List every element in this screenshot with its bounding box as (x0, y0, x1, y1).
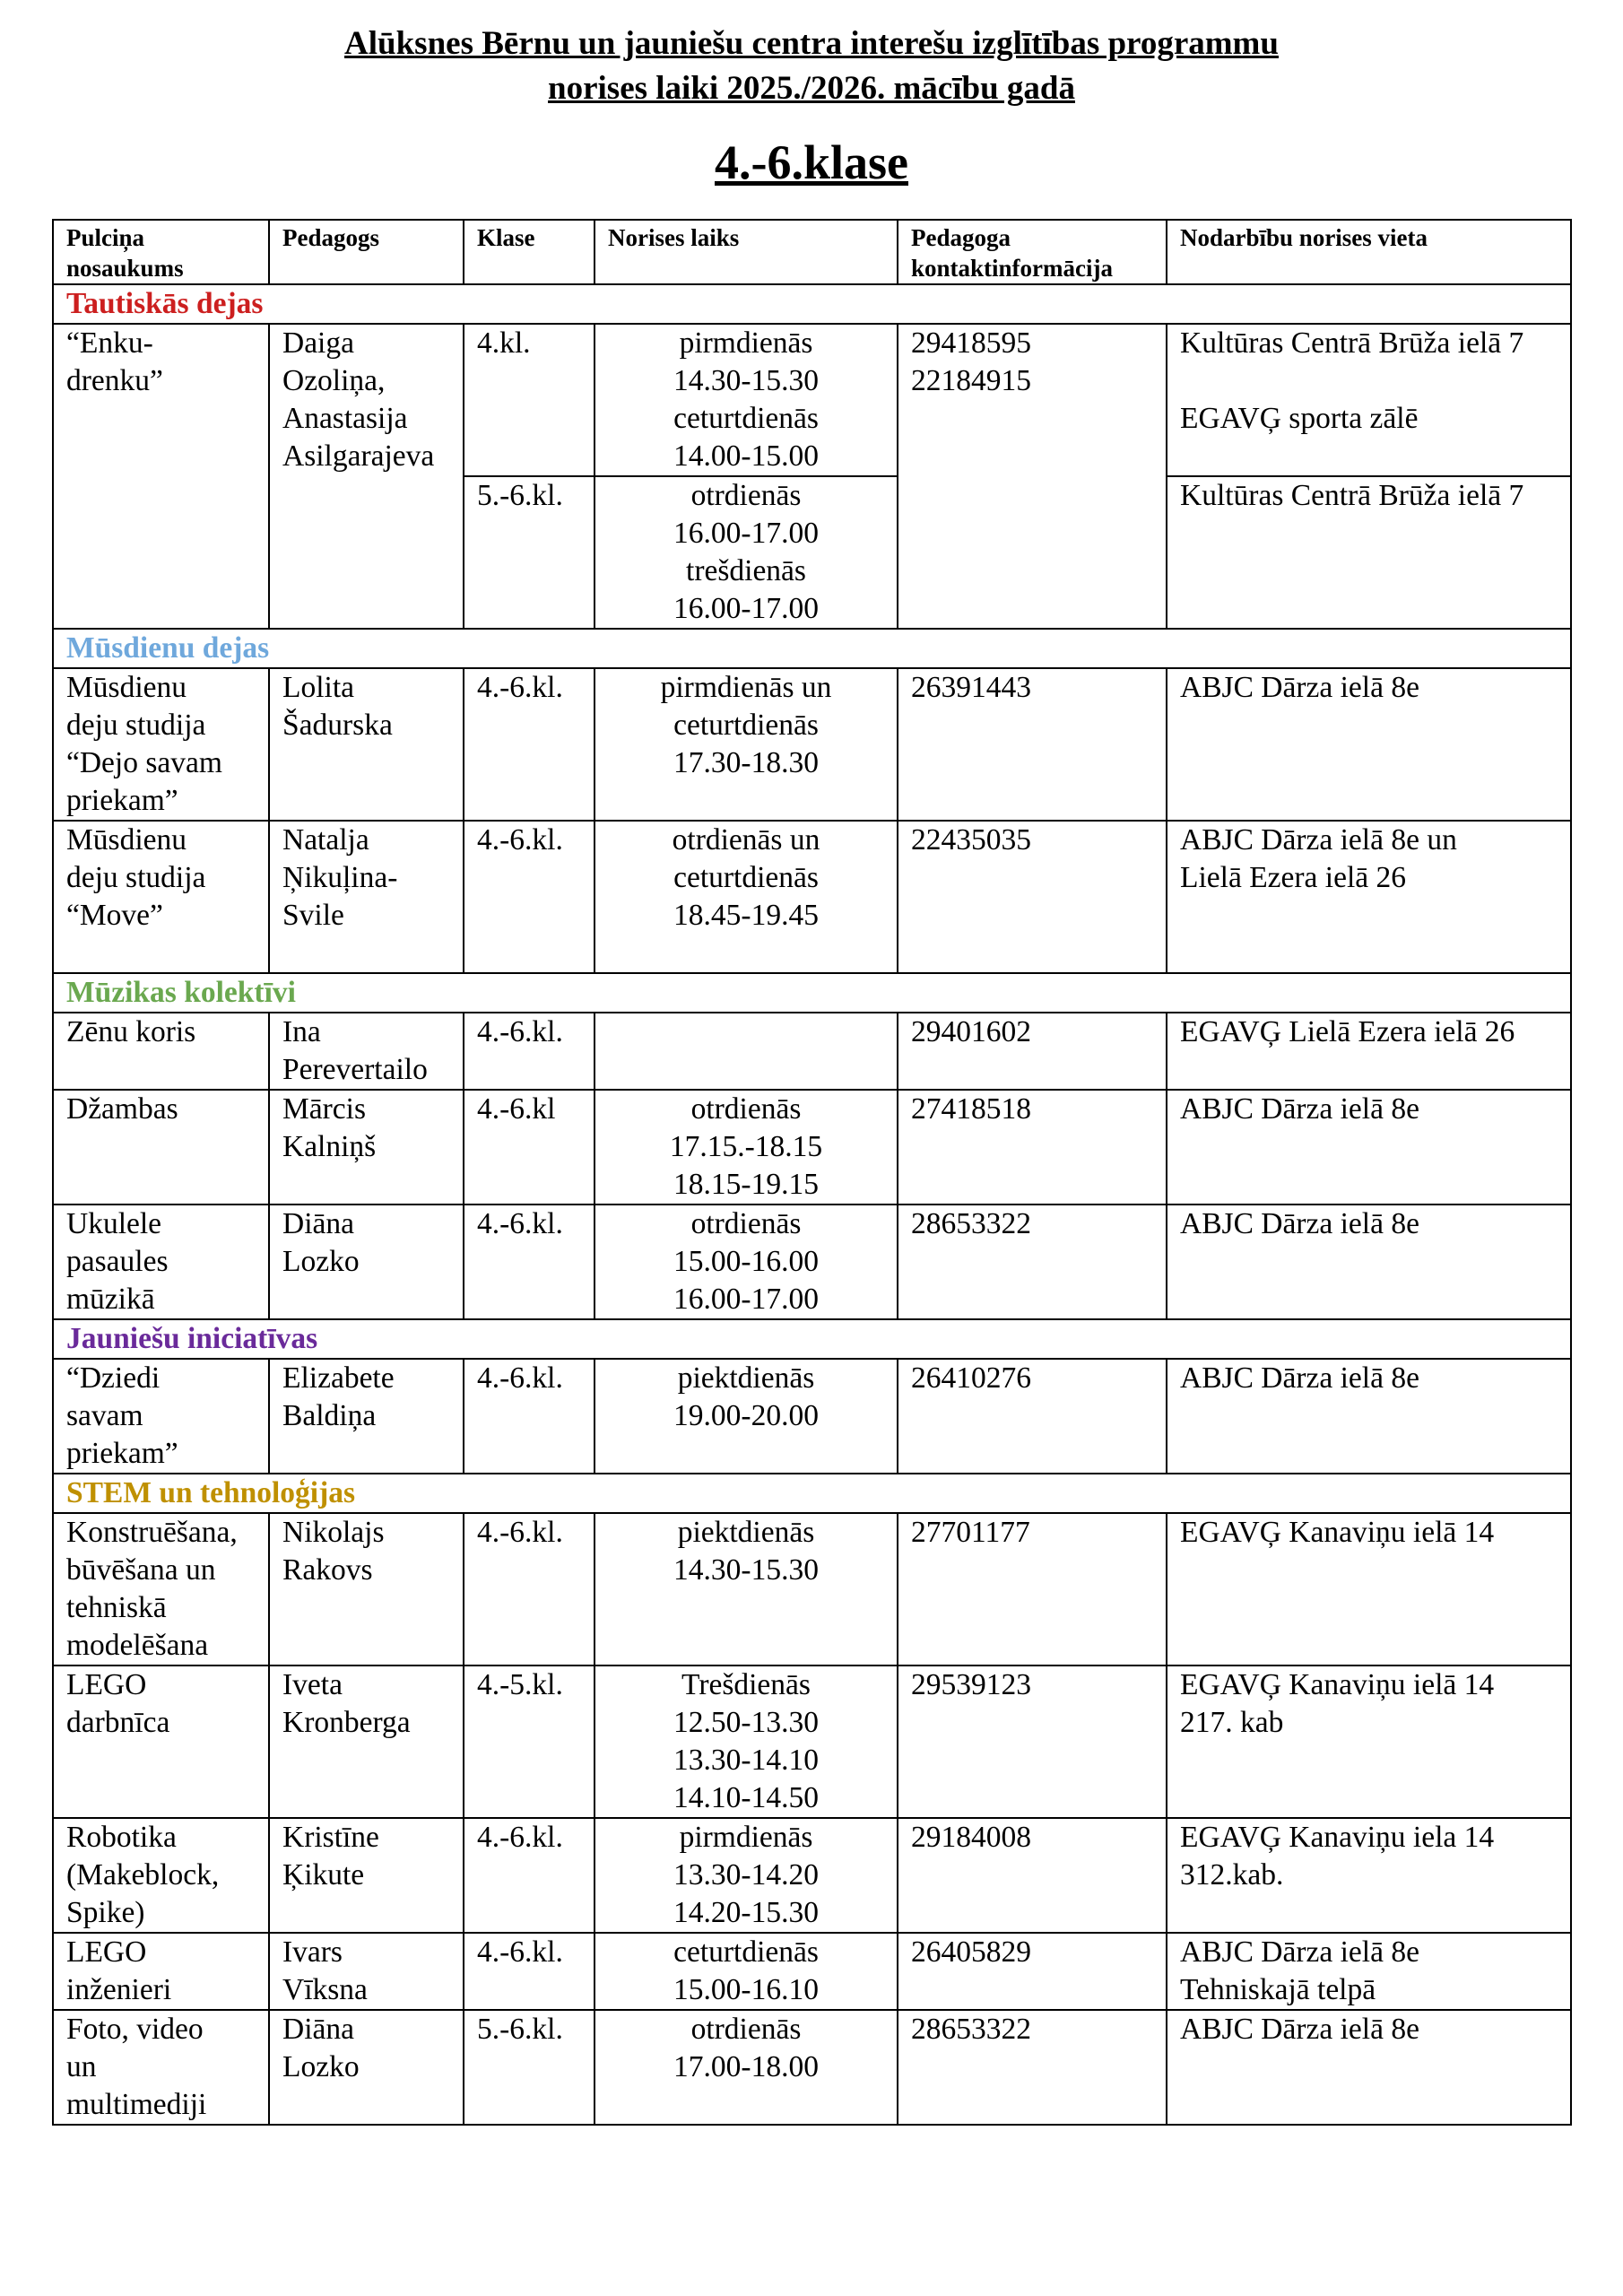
table-row (53, 1359, 1571, 1474)
contact: 28653322 (898, 2010, 1167, 2125)
table-row (53, 1513, 1571, 1665)
grade-heading: 4.-6.klase (715, 135, 908, 189)
table-row (53, 1818, 1571, 1933)
category-jauniesu: Jauniešu iniciatīvas (53, 1319, 1571, 1359)
schedule-time: pirmdienās 14.30-15.30 ceturtdienās 14.00-15.00 (595, 324, 898, 476)
table-row (53, 821, 1571, 973)
schedule-time: ceturtdienās 15.00-16.10 (595, 1933, 898, 2010)
schedule-time: pirmdienās un ceturtdienās 17.30-18.30 (595, 668, 898, 821)
program-name: “Dziedi savam priekam” (53, 1359, 269, 1474)
column-header-time: Norises laiks (595, 220, 898, 284)
table-row (53, 1013, 1571, 1090)
location: EGAVĢ Kanaviņu ielā 14 217. kab (1167, 1665, 1571, 1818)
document-title-line2: norises laiki 2025./2026. mācību gadā (548, 70, 1075, 107)
schedule-time: otrdienās 17.15.-18.15 18.15-19.15 (595, 1090, 898, 1205)
table-row (53, 1933, 1571, 2010)
category-musdienu: Mūsdienu dejas (53, 629, 1571, 668)
location: ABJC Dārza ielā 8e (1167, 2010, 1571, 2125)
teacher: Daiga Ozoliņa, Anastasija Asilgarajeva (269, 324, 464, 629)
header-row (53, 220, 1571, 284)
category-row (53, 284, 1571, 324)
location: ABJC Dārza ielā 8e (1167, 668, 1571, 821)
contact: 26410276 (898, 1359, 1167, 1474)
grade: 5.-6.kl. (464, 2010, 595, 2125)
category-stem: STEM un tehnoloģijas (53, 1474, 1571, 1513)
document-title-line1: Alūksnes Bērnu un jauniešu centra interešu izglītības programmu (344, 25, 1279, 62)
contact: 26391443 (898, 668, 1167, 821)
grade: 4.-6.kl. (464, 1818, 595, 1933)
table-row (53, 2010, 1571, 2125)
teacher: Diāna Lozko (269, 2010, 464, 2125)
program-name: “Enku- drenku” (53, 324, 269, 629)
grade: 4.-6.kl. (464, 1205, 595, 1319)
program-name: Zēnu koris (53, 1013, 269, 1090)
grade: 4.-6.kl. (464, 1513, 595, 1665)
program-name: LEGO darbnīca (53, 1665, 269, 1818)
teacher: Ina Perevertailo (269, 1013, 464, 1090)
grade: 4.kl. (464, 324, 595, 476)
location: ABJC Dārza ielā 8e Tehniskajā telpā (1167, 1933, 1571, 2010)
program-name: Mūsdienu deju studija “Dejo savam priekam” (53, 668, 269, 821)
program-name: Robotika (Makeblock, Spike) (53, 1818, 269, 1933)
schedule-time: Trešdienās 12.50-13.30 13.30-14.10 14.10-14.50 (595, 1665, 898, 1818)
program-name: Džambas (53, 1090, 269, 1205)
location: Kultūras Centrā Brūža ielā 7 EGAVĢ sporta zālē (1167, 324, 1571, 476)
contact: 29418595 22184915 (898, 324, 1167, 629)
column-header-teacher: Pedagogs (269, 220, 464, 284)
contact: 28653322 (898, 1205, 1167, 1319)
column-header-name: Pulciņa nosaukums (53, 220, 269, 284)
contact: 29539123 (898, 1665, 1167, 1818)
category-row (53, 973, 1571, 1013)
schedule-time: pirmdienās 13.30-14.20 14.20-15.30 (595, 1818, 898, 1933)
schedule-time (595, 1013, 898, 1090)
location: EGAVĢ Lielā Ezera ielā 26 (1167, 1013, 1571, 1090)
location: ABJC Dārza ielā 8e (1167, 1090, 1571, 1205)
table-row (53, 668, 1571, 821)
grade: 4.-6.kl. (464, 1359, 595, 1474)
teacher: Mārcis Kalniņš (269, 1090, 464, 1205)
location: ABJC Dārza ielā 8e (1167, 1359, 1571, 1474)
schedule-table (52, 219, 1572, 2126)
teacher: Natalja Ņikuļina- Svile (269, 821, 464, 973)
contact: 29401602 (898, 1013, 1167, 1090)
grade: 4.-6.kl. (464, 821, 595, 973)
grade: 4.-6.kl. (464, 1013, 595, 1090)
location: EGAVĢ Kanaviņu iela 14 312.kab. (1167, 1818, 1571, 1933)
program-name: Ukulele pasaules mūzikā (53, 1205, 269, 1319)
schedule-time: piektdienās 14.30-15.30 (595, 1513, 898, 1665)
column-header-contact: Pedagoga kontaktinformācija (898, 220, 1167, 284)
category-row (53, 1319, 1571, 1359)
schedule-time: otrdienās 16.00-17.00 trešdienās 16.00-17.00 (595, 476, 898, 629)
grade: 4.-6.kl. (464, 668, 595, 821)
category-tautiskas: Tautiskās dejas (53, 284, 1571, 324)
contact: 29184008 (898, 1818, 1167, 1933)
column-header-grade: Klase (464, 220, 595, 284)
program-name: Foto, video un multimediji (53, 2010, 269, 2125)
schedule-time: otrdienās un ceturtdienās 18.45-19.45 (595, 821, 898, 973)
column-header-place: Nodarbību norises vieta (1167, 220, 1571, 284)
teacher: Kristīne Ķikute (269, 1818, 464, 1933)
location: ABJC Dārza ielā 8e (1167, 1205, 1571, 1319)
table-row (53, 1665, 1571, 1818)
category-muzikas: Mūzikas kolektīvi (53, 973, 1571, 1013)
schedule-time: otrdienās 17.00-18.00 (595, 2010, 898, 2125)
contact: 22435035 (898, 821, 1167, 973)
schedule-time: piektdienās 19.00-20.00 (595, 1359, 898, 1474)
program-name: Konstruēšana, būvēšana un tehniskā modelēšana (53, 1513, 269, 1665)
location: Kultūras Centrā Brūža ielā 7 (1167, 476, 1571, 629)
contact: 26405829 (898, 1933, 1167, 2010)
teacher: Elizabete Baldiņa (269, 1359, 464, 1474)
teacher: Lolita Šadurska (269, 668, 464, 821)
contact: 27418518 (898, 1090, 1167, 1205)
program-name: Mūsdienu deju studija “Move” (53, 821, 269, 973)
location: EGAVĢ Kanaviņu ielā 14 (1167, 1513, 1571, 1665)
category-row (53, 1474, 1571, 1513)
grade: 4.-5.kl. (464, 1665, 595, 1818)
program-name: LEGO inženieri (53, 1933, 269, 2010)
location: ABJC Dārza ielā 8e un Lielā Ezera ielā 26 (1167, 821, 1571, 973)
teacher: Iveta Kronberga (269, 1665, 464, 1818)
contact: 27701177 (898, 1513, 1167, 1665)
schedule-time: otrdienās 15.00-16.00 16.00-17.00 (595, 1205, 898, 1319)
teacher: Ivars Vīksna (269, 1933, 464, 2010)
grade: 5.-6.kl. (464, 476, 595, 629)
table-row (53, 1090, 1571, 1205)
grade: 4.-6.kl (464, 1090, 595, 1205)
teacher: Diāna Lozko (269, 1205, 464, 1319)
teacher: Nikolajs Rakovs (269, 1513, 464, 1665)
grade: 4.-6.kl. (464, 1933, 595, 2010)
table-row (53, 324, 1571, 476)
category-row (53, 629, 1571, 668)
table-row (53, 1205, 1571, 1319)
